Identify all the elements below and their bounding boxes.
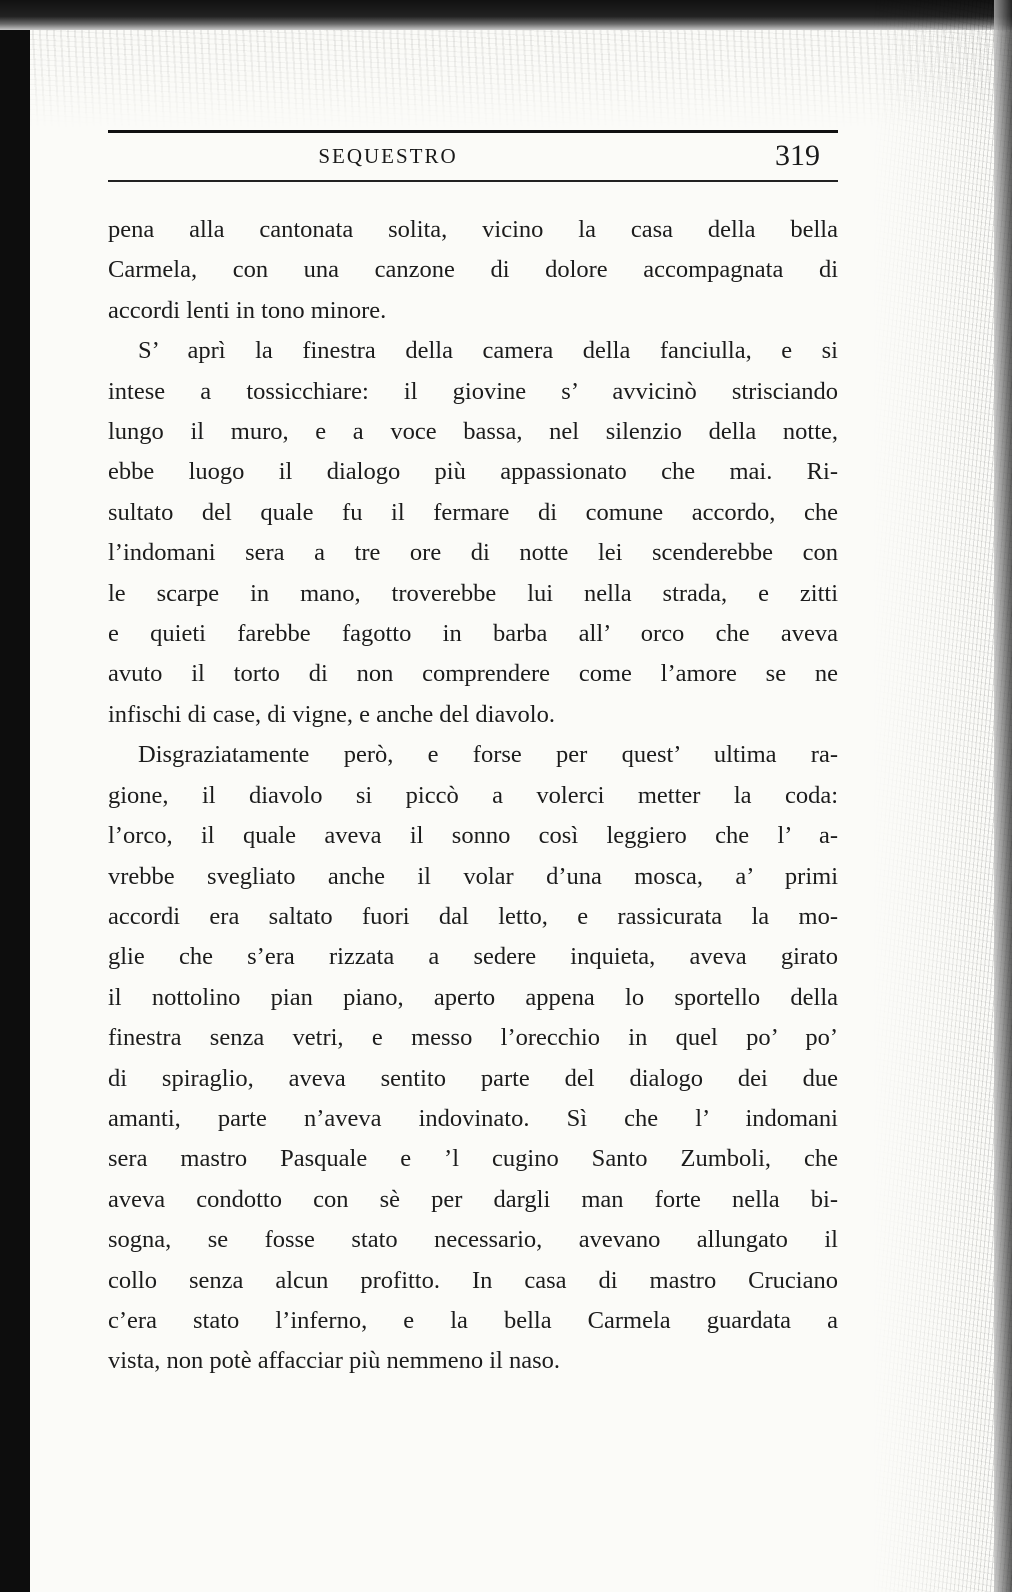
text-line: le scarpe in mano, troverebbe lui nella strada, e zitti xyxy=(108,579,838,607)
text-line: glie che s’era rizzata a sedere inquieta, aveva girato xyxy=(108,943,838,971)
header-rule-bottom xyxy=(108,180,838,182)
paragraph-2 xyxy=(108,331,838,735)
scan-right-edge xyxy=(994,0,1012,1592)
paragraph-1 xyxy=(108,210,838,331)
text-line: finestra senza vetri, e messo l’orecchio in quel po’ po’ xyxy=(108,1024,838,1052)
text-line: S’ aprì la finestra della camera della fanciulla, e si xyxy=(138,337,838,365)
text-line: intese a tossicchiare: il giovine s’ avvicinò strisciando xyxy=(108,377,838,405)
text-line: infischi di case, di vigne, e anche del diavolo. xyxy=(108,700,555,728)
scan-binding-shadow xyxy=(0,0,30,1592)
page-number: 319 xyxy=(775,139,820,172)
scan-right-gutter-noise xyxy=(872,0,1012,1592)
text-line: sultato del quale fu il fermare di comune accordo, che xyxy=(108,498,838,526)
text-line: gione, il diavolo si piccò a volerci metter la coda: xyxy=(108,781,838,809)
text-line: Carmela, con una canzone di dolore accompagnata di xyxy=(108,256,838,284)
text-line: amanti, parte n’aveva indovinato. Sì che l’ indomani xyxy=(108,1104,838,1132)
text-line: l’indomani sera a tre ore di notte lei scenderebbe con xyxy=(108,539,838,567)
text-line: Disgraziatamente però, e forse per quest’ ultima ra- xyxy=(138,741,838,769)
text-line: pena alla cantonata solita, vicino la casa della bella xyxy=(108,216,838,243)
paragraph-3 xyxy=(108,735,838,1382)
text-line: e quieti farebbe fagotto in barba all’ orco che aveva xyxy=(108,620,838,648)
text-line: l’orco, il quale aveva il sonno così leggiero che l’ a- xyxy=(108,822,838,850)
text-line: aveva condotto con sè per dargli man forte nella bi- xyxy=(108,1185,838,1213)
text-line: vrebbe svegliato anche il volar d’una mosca, a’ primi xyxy=(108,862,838,890)
text-line: sogna, se fosse stato necessario, avevano allungato il xyxy=(108,1226,838,1254)
running-head xyxy=(108,128,838,186)
text-line: accordi lenti in tono minore. xyxy=(108,296,387,324)
text-line: il nottolino pian piano, aperto appena lo sportello della xyxy=(108,983,838,1011)
text-line: c’era stato l’inferno, e la bella Carmela guardata a xyxy=(108,1306,838,1334)
text-line: accordi era saltato fuori dal letto, e rassicurata la mo- xyxy=(108,902,838,930)
text-line: collo senza alcun profitto. In casa di mastro Cruciano xyxy=(108,1266,838,1294)
text-line: sera mastro Pasquale e ’l cugino Santo Zumboli, che xyxy=(108,1145,838,1173)
text-line: vista, non potè affacciar più nemmeno il naso. xyxy=(108,1347,560,1375)
text-line: lungo il muro, e a voce bassa, nel silenzio della notte, xyxy=(108,418,838,446)
running-title: SEQUESTRO xyxy=(318,144,458,168)
text-line: ebbe luogo il dialogo più appassionato che mai. Ri- xyxy=(108,458,838,486)
body-text xyxy=(108,210,838,1382)
scan-top-noise xyxy=(30,30,1012,130)
text-line: di spiraglio, aveva sentito parte del dialogo dei due xyxy=(108,1064,838,1092)
text-line: avuto il torto di non comprendere come l’amore se ne xyxy=(108,660,838,688)
header-rule-top xyxy=(108,130,838,133)
scan-top-shadow xyxy=(0,0,1012,30)
